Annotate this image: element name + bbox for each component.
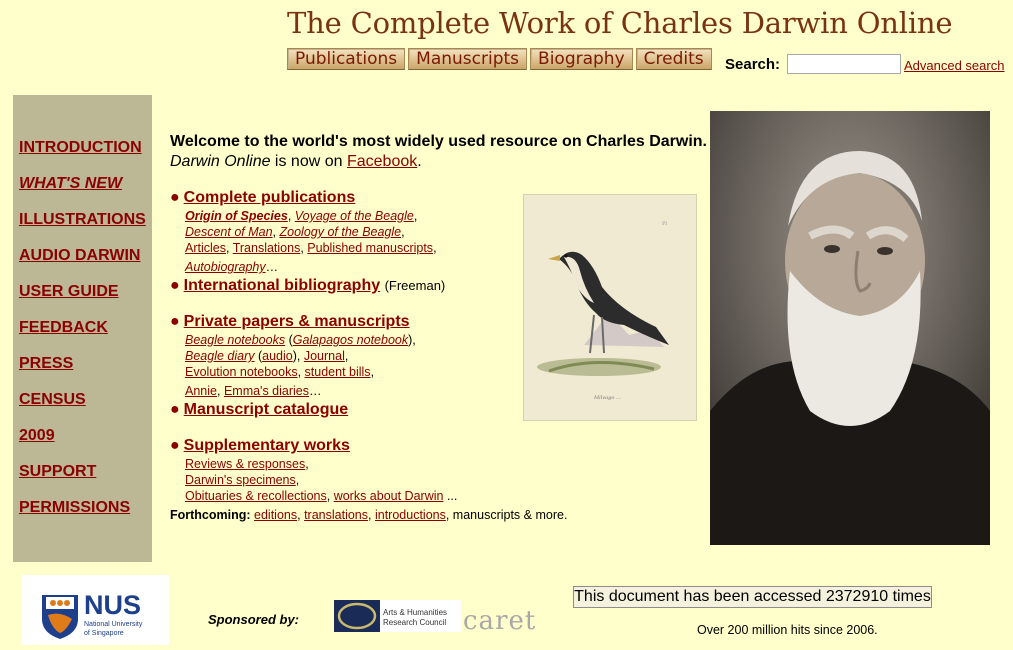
origin-of-species-link[interactable]: Origin of Species [185, 209, 288, 223]
access-counter: This document has been accessed 2372910 times [573, 586, 932, 608]
ellipsis: ... [443, 489, 458, 503]
nus-name: NUS [84, 590, 142, 620]
sidebar-item-press[interactable]: PRESS [19, 355, 74, 372]
sidebar-item-support[interactable]: SUPPORT [19, 463, 97, 480]
bullet-icon: ● [170, 189, 180, 206]
ahrc-line-1: Arts & Humanities [383, 608, 448, 617]
evolution-notebooks-link[interactable]: Evolution notebooks [185, 365, 298, 379]
student-bills-link[interactable]: student bills [304, 365, 371, 379]
freeman-note: (Freeman) [384, 278, 446, 293]
publications-section [170, 189, 355, 207]
beagle-diary-link[interactable]: Beagle diary [185, 349, 255, 363]
sidebar-item-permissions[interactable]: PERMISSIONS [19, 499, 131, 516]
papers-section [170, 313, 410, 331]
supplementary-line-2: Darwin's specimens, [185, 473, 300, 487]
sidebar-item-audio-darwin[interactable]: AUDIO DARWIN [19, 247, 141, 264]
sidebar-item-2009[interactable]: 2009 [19, 427, 55, 444]
advanced-search-link[interactable]: Advanced search [904, 58, 1005, 73]
sidebar-item-census[interactable]: CENSUS [19, 391, 86, 408]
bibliography-section [170, 277, 445, 295]
sidebar-item-feedback[interactable]: FEEDBACK [19, 319, 108, 336]
obituaries-link[interactable]: Obituaries & recollections [185, 489, 327, 503]
translations-forthcoming-link[interactable]: translations [304, 508, 369, 522]
ahrc-logo[interactable] [334, 600, 461, 632]
facebook-period: . [417, 153, 422, 170]
supplementary-line-1: Reviews & responses, [185, 457, 309, 471]
ellipsis: … [265, 260, 279, 274]
forthcoming-tail: manuscripts & more. [452, 508, 568, 522]
welcome-text: Welcome to the world's most widely used resource on Charles Darwin. [170, 133, 707, 150]
papers-line-2: Beagle diary (audio), Journal, [185, 349, 349, 363]
site-name-italic: Darwin Online [170, 153, 271, 170]
forthcoming-label: Forthcoming: [170, 508, 251, 522]
forthcoming-line: Forthcoming: editions, translations, introductions, manuscripts & more. [170, 508, 568, 522]
journal-link[interactable]: Journal [303, 349, 345, 363]
facebook-text: is now on [270, 153, 347, 170]
complete-publications-link[interactable]: Complete publications [183, 189, 356, 206]
darwin-portrait[interactable] [710, 111, 990, 545]
tab-credits[interactable]: Credits [636, 48, 712, 70]
bullet-icon: ● [170, 313, 180, 330]
sidebar-item-illustrations[interactable]: ILLUSTRATIONS [19, 211, 146, 228]
published-manuscripts-link[interactable]: Published manuscripts [307, 241, 434, 255]
audio-link[interactable]: audio [262, 349, 293, 363]
svg-text:Milvago ...: Milvago ... [594, 395, 621, 401]
catalogue-section [170, 401, 348, 419]
search-input[interactable] [787, 54, 901, 74]
publications-line-3: Articles, Translations, Published manuscripts, [185, 241, 437, 255]
bird-illustration[interactable] [523, 194, 697, 421]
manuscript-catalogue-link[interactable]: Manuscript catalogue [183, 401, 349, 418]
sidebar-item-introduction[interactable]: INTRODUCTION [19, 139, 142, 156]
private-papers-link[interactable]: Private papers & manuscripts [183, 313, 410, 330]
galapagos-notebook-link[interactable]: Galapagos notebook [292, 333, 409, 347]
international-bibliography-link[interactable]: International bibliography [183, 277, 381, 294]
zoology-of-beagle-link[interactable]: Zoology of the Beagle [279, 225, 402, 239]
ahrc-ring-icon [334, 600, 380, 632]
sidebar [13, 95, 152, 562]
papers-line-3: Evolution notebooks, student bills, [185, 365, 375, 379]
darwins-specimens-link[interactable]: Darwin's specimens [185, 473, 296, 487]
papers-line-1: Beagle notebooks (Galapagos notebook), [185, 333, 416, 347]
hits-text: Over 200 million hits since 2006. [697, 623, 878, 637]
emmas-diaries-link[interactable]: Emma's diaries [223, 384, 309, 398]
tab-biography[interactable]: Biography [530, 48, 633, 70]
publications-line-2: Descent of Man, Zoology of the Beagle, [185, 225, 405, 239]
descent-of-man-link[interactable]: Descent of Man [185, 225, 273, 239]
facebook-link[interactable]: Facebook [346, 153, 418, 170]
svg-text:Pl: Pl [662, 221, 667, 227]
annie-link[interactable]: Annie [185, 384, 217, 398]
publications-line-1: Origin of Species, Voyage of the Beagle, [185, 209, 418, 223]
caret-logo[interactable] [463, 606, 536, 636]
nus-line-1: National University [84, 621, 143, 628]
tab-publications[interactable]: Publications [287, 48, 405, 70]
supplementary-line-3: Obituaries & recollections, works about Darwin ... [185, 489, 458, 503]
sponsored-by-label: Sponsored by: [208, 612, 300, 627]
nus-line-2: of Singapore [84, 630, 124, 637]
tab-manuscripts[interactable]: Manuscripts [408, 48, 527, 70]
bullet-icon: ● [170, 437, 180, 454]
papers-line-4: Annie, Emma's diaries… [185, 384, 322, 398]
portrait-drawing [710, 111, 990, 545]
bullet-icon: ● [170, 277, 180, 294]
voyage-of-beagle-link[interactable]: Voyage of the Beagle [294, 209, 414, 223]
bullet-icon: ● [170, 401, 180, 418]
introductions-link[interactable]: introductions [374, 508, 446, 522]
translations-link[interactable]: Translations [232, 241, 301, 255]
nus-logo[interactable] [22, 575, 169, 645]
bird-drawing [524, 195, 696, 420]
works-about-darwin-link[interactable]: works about Darwin [333, 489, 444, 503]
supplementary-section [170, 437, 350, 455]
caret-text: caret [463, 606, 537, 636]
search-label: Search: [725, 56, 781, 73]
publications-line-4 [185, 260, 278, 274]
supplementary-works-link[interactable]: Supplementary works [183, 437, 350, 454]
reviews-responses-link[interactable]: Reviews & responses [185, 457, 306, 471]
main-nav-tabs [287, 48, 712, 70]
site-title: The Complete Work of Charles Darwin Online [287, 6, 953, 40]
ahrc-line-2: Research Council [383, 618, 447, 627]
autobiography-link[interactable]: Autobiography [185, 260, 266, 274]
sidebar-item-whats-new[interactable]: WHAT'S NEW [19, 175, 123, 192]
beagle-notebooks-link[interactable]: Beagle notebooks [185, 333, 286, 347]
ellipsis: … [308, 384, 322, 398]
articles-link[interactable]: Articles [185, 241, 226, 255]
facebook-line [170, 153, 422, 171]
sidebar-item-user-guide[interactable]: USER GUIDE [19, 283, 119, 300]
editions-link[interactable]: editions [254, 508, 298, 522]
